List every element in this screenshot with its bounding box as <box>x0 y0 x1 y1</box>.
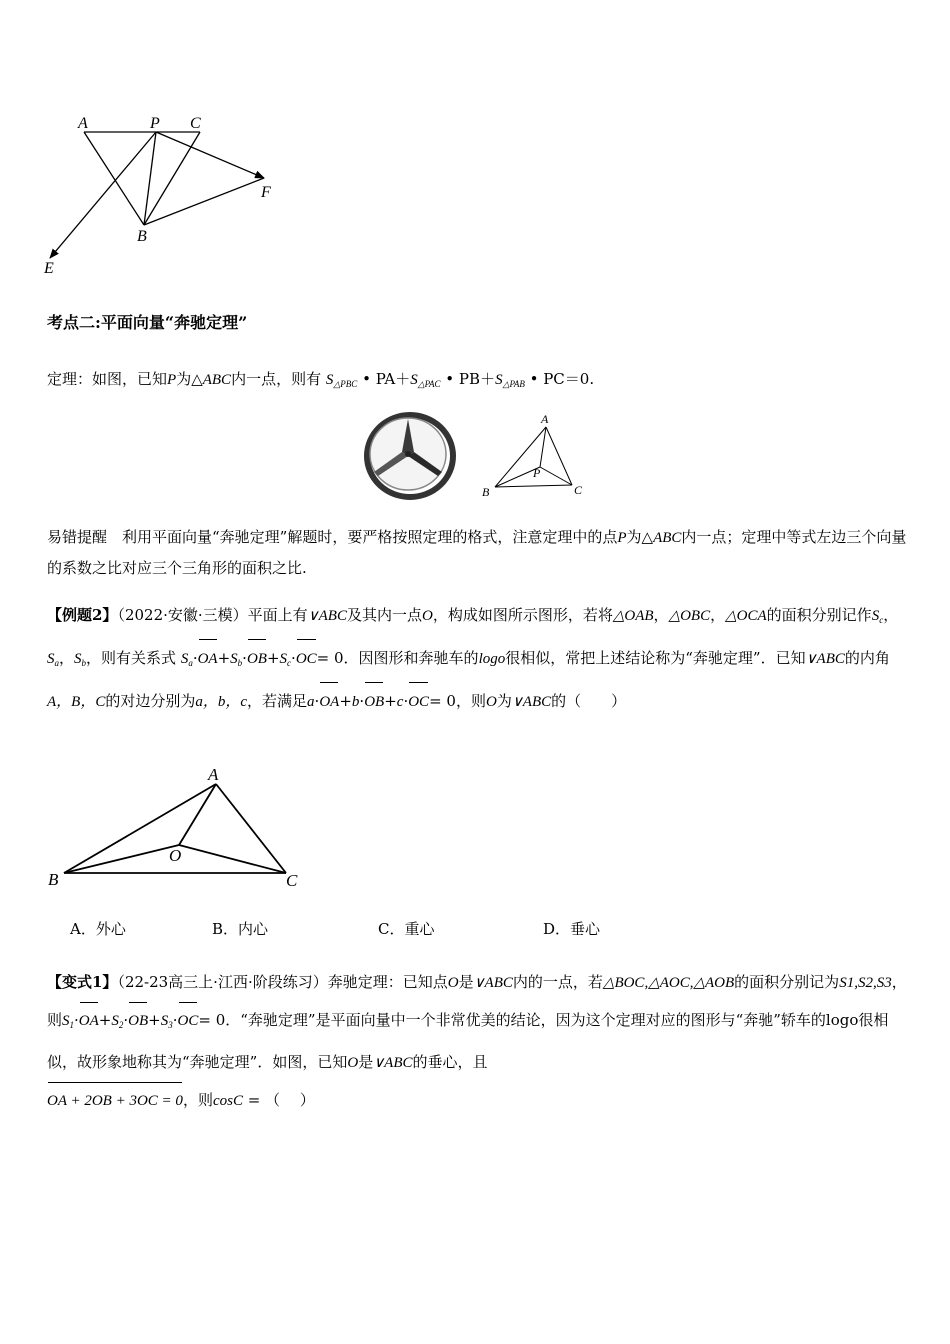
fig2-label-p: P <box>533 466 541 480</box>
example-2-paragraph: 【例题2】（2022·安徽·三模）平面上有∨ABC及其内一点O，构成如图所示图形，若将△OAB，△OBC，△OCA的面积分别记作$S_c$，$S_a$，$S_b$，则有关系式 $S_a\cdot OA+S_b\cdot OB+S_c\cdot OC= 0$．因图形和奔驰车的logo很相似，常把上述结论称为“奔驰定理”．已知∨ABC的内角A，B，C的对边分别为a，b，c，若满足a·OA+b·OB+c·OC= 0，则O为∨ABC的（ ） <box>47 596 909 721</box>
variant-1-paragraph: 【变式1】（22-23高三上·江西·阶段练习）奔驰定理：已知点O是∨ABC内的一点，若△BOC,△AOC,△AOB的面积分别记为S1,S2,S3，则$S_1\cdot OA+S_2\cdot OB+S_3\cdot OC= 0$．“奔驰定理”是平面向量中一个非常优美的结论，因为这个定理对应的图形与“奔驰”轿车的logo很相似，故形象地称其为“奔驰定理”．如图，已知O是∨ABC的垂心，且 OA + 2OB + 3OC = 0，则cosC = （ ） <box>47 964 909 1120</box>
label-b: B <box>137 228 147 245</box>
fig3-label-c: C <box>286 871 298 890</box>
fig2-label-b: B <box>482 485 490 499</box>
fig3-label-a: A <box>208 765 219 784</box>
fig2-label-a: A <box>541 412 549 426</box>
label-f: F <box>261 184 271 201</box>
label-e: E <box>44 260 54 277</box>
label-p: P <box>150 115 160 132</box>
figure-triangle-p <box>478 405 588 505</box>
section-heading: 考点二:平面向量“奔驰定理” <box>47 313 248 332</box>
figure-vector-diagram <box>40 110 290 280</box>
option-a[interactable]: A．外心 <box>70 920 126 938</box>
option-c[interactable]: C．重心 <box>378 920 435 938</box>
figure-triangle-o <box>40 760 310 890</box>
fig3-label-o: O <box>169 846 182 865</box>
benz-logo-image <box>362 410 458 502</box>
option-d[interactable]: D．垂心 <box>543 920 601 938</box>
warning-paragraph: 易错提醒 利用平面向量“奔驰定理”解题时，要严格按照定理的格式，注意定理中的点P为△ABC内一点；定理中等式左边三个向量的系数之比对应三个三角形的面积之比. <box>47 528 907 577</box>
label-a: A <box>78 115 88 132</box>
label-c: C <box>190 115 201 132</box>
theorem-line: 定理：如图，已知P为△ABC内一点，则有 $S_{\triangle PBC}$ • $PA+S_{\triangle PAC}$ • $PB+S_{\triangle PAB}$ • PC＝0. <box>47 370 595 389</box>
fig2-label-c: C <box>574 483 583 497</box>
fig3-label-b: B <box>48 870 59 889</box>
option-b[interactable]: B．内心 <box>212 920 269 938</box>
